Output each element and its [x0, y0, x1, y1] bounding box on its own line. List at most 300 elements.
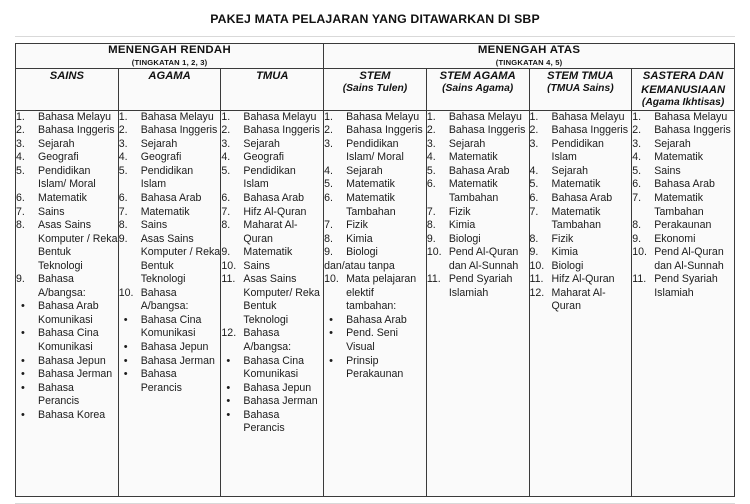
title-divider: [15, 36, 735, 37]
subject-item: [530, 138, 632, 165]
subject-number: 8.: [16, 219, 25, 232]
subject-item: [427, 273, 529, 300]
subject-bullet-item: [221, 395, 323, 409]
subject-label: Bahasa Jerman: [243, 395, 318, 408]
subject-item: [632, 151, 734, 165]
subject-bullet-item: [221, 409, 323, 436]
subject-label: Pendidikan Islam: [551, 137, 604, 164]
column-header-sublabel: (Sains Agama): [442, 82, 514, 94]
bullet-icon: •: [21, 300, 25, 313]
bullet-icon: •: [123, 340, 128, 353]
subject-item: [427, 111, 529, 125]
subject-label: Asas Sains Komputer / Reka Bentuk Teknologi: [38, 219, 118, 272]
subject-number: 2.: [529, 124, 539, 137]
bullet-icon: •: [329, 327, 333, 340]
group-header-menengah-atas: [324, 44, 735, 69]
subject-number: 8.: [426, 219, 436, 232]
subject-item: [632, 165, 734, 179]
column-header-row: [16, 68, 735, 110]
subject-label: Geografi: [140, 151, 182, 164]
subject-number: 7.: [221, 205, 231, 218]
subject-label: Sejarah: [140, 137, 178, 150]
subject-label: Bahasa Jepun: [140, 340, 209, 353]
subject-item: [221, 246, 323, 260]
subject-label: Bahasa Melayu: [346, 110, 420, 123]
page-title: PAKEJ MATA PELAJARAN YANG DITAWARKAN DI SBP: [210, 12, 540, 26]
subject-item: [324, 138, 426, 165]
subject-label: Biologi: [346, 246, 378, 259]
subject-label: Sejarah: [448, 137, 486, 150]
subject-number: 2.: [221, 124, 231, 137]
subject-item: [16, 165, 118, 192]
numbered-subject-list: [119, 111, 221, 314]
subject-number: 4.: [324, 164, 333, 177]
subject-item: [221, 206, 323, 220]
subject-label: Matematik: [140, 205, 190, 218]
subject-number: 10.: [632, 246, 647, 259]
subject-number: 12.: [529, 286, 545, 299]
subject-number: 6.: [324, 191, 333, 204]
subject-number: 4.: [632, 151, 642, 164]
subject-label: Sains: [654, 164, 681, 177]
subject-label: Fizik: [346, 219, 368, 232]
subject-label: Bahasa Arab: [140, 191, 202, 204]
subject-label: Bahasa Arab: [346, 313, 407, 326]
subject-label: Pendidikan Islam/ Moral: [346, 137, 404, 164]
subject-item: [632, 219, 734, 233]
column-header-label: AGAMA: [148, 69, 191, 82]
subject-number: 9.: [529, 246, 539, 259]
subject-bullet-item: [324, 314, 426, 328]
subject-item: [119, 151, 221, 165]
numbered-subject-list: [632, 111, 734, 301]
subject-item: [119, 206, 221, 220]
subject-cell-stem: [324, 110, 427, 496]
subject-cell-sains: [16, 110, 119, 496]
group-header-row: [16, 44, 735, 69]
subject-item: [632, 138, 734, 152]
subject-item: [427, 124, 529, 138]
subject-item: [16, 273, 118, 300]
numbered-subject-list: [221, 111, 323, 355]
subject-item: [16, 206, 118, 220]
subject-label: Bahasa Inggeris: [448, 124, 526, 137]
subject-item: [119, 233, 221, 287]
subject-number: 3.: [426, 137, 436, 150]
subject-label: Bahasa Perancis: [38, 381, 80, 408]
subject-item: [16, 192, 118, 206]
subject-number: 2.: [632, 124, 642, 137]
subject-number: 7.: [632, 191, 642, 204]
subject-bullet-item: [119, 355, 221, 369]
group-header-label: MENENGAH ATAS: [477, 44, 581, 56]
subject-item: [632, 246, 734, 273]
column-header-label: STEM TMUA: [547, 69, 614, 82]
subject-label: Bahasa Inggeris: [243, 124, 320, 137]
subject-number: 2.: [324, 124, 333, 137]
subject-item: [530, 260, 632, 274]
subject-item: [632, 124, 734, 138]
subject-item: [632, 233, 734, 247]
subject-label: Bahasa Melayu: [551, 110, 625, 123]
subject-label: Bahasa Cina Komunikasi: [140, 313, 202, 340]
subject-label: Sejarah: [38, 137, 75, 150]
subject-label: Pendidikan Islam: [243, 164, 296, 191]
group-header-menengah-rendah: [16, 44, 324, 69]
subject-label: Bahasa Jerman: [38, 368, 113, 381]
bulleted-subject-list: [221, 355, 323, 436]
subject-number: 7.: [324, 219, 333, 232]
bullet-icon: •: [329, 354, 333, 367]
subject-label: Geografi: [243, 151, 285, 164]
subject-label: Bahasa Jepun: [38, 354, 106, 367]
subject-number: 1.: [221, 110, 231, 123]
subject-item: [119, 192, 221, 206]
numbered-subject-list: [427, 111, 529, 301]
subject-label: Pend. Seni Visual: [346, 327, 398, 353]
subject-label: Bahasa Cina Komunikasi: [243, 354, 305, 381]
subject-number: 10.: [221, 259, 237, 272]
subject-cell-stem-agama: [426, 110, 529, 496]
subject-item: [427, 138, 529, 152]
subject-number: 2.: [426, 124, 436, 137]
subject-label: Bahasa Arab: [551, 191, 613, 204]
subject-label: Matematik: [448, 151, 498, 164]
subject-label: Matematik: [38, 191, 87, 204]
bullet-icon: •: [226, 381, 231, 394]
subject-number: 5.: [529, 178, 539, 191]
subject-number: 10.: [118, 286, 134, 299]
subject-item: [119, 124, 221, 138]
subject-number: 8.: [632, 219, 642, 232]
subject-item: [530, 178, 632, 192]
column-header-stem-tmua: [529, 68, 632, 110]
subject-label: Prinsip Perakaunan: [346, 354, 404, 381]
subject-number: 3.: [529, 137, 539, 150]
subject-number: 6.: [221, 191, 231, 204]
subject-item: [221, 260, 323, 274]
subject-item: [221, 151, 323, 165]
subject-label: Bahasa Inggeris: [38, 124, 115, 137]
column-header-label: TMUA: [256, 69, 289, 82]
subject-number: 6.: [632, 178, 642, 191]
bullet-icon: •: [123, 368, 128, 381]
bulleted-subject-list: [16, 300, 118, 422]
subject-item: [119, 111, 221, 125]
subject-item: [427, 219, 529, 233]
subject-item: [221, 273, 323, 327]
subject-label: Sejarah: [346, 164, 383, 177]
subject-item: [632, 192, 734, 219]
subject-number: 6.: [426, 178, 436, 191]
subject-item: [119, 165, 221, 192]
subject-item: [16, 111, 118, 125]
subject-number: 5.: [632, 164, 642, 177]
subject-label: Bahasa Cina Komunikasi: [38, 327, 99, 353]
subject-label: Kimia: [448, 219, 476, 232]
subject-label: Bahasa Melayu: [448, 110, 522, 123]
subject-label: Sains: [140, 219, 168, 232]
subject-label: Bahasa Jerman: [140, 354, 215, 367]
subject-number: 6.: [118, 191, 128, 204]
subject-number: 9.: [118, 232, 128, 245]
subject-cell-tmua: [221, 110, 324, 496]
subject-label: Pend Al-Quran dan Al-Sunnah: [654, 246, 724, 272]
column-header-sublabel: (Sains Tulen): [342, 82, 408, 94]
subject-number: 5.: [118, 164, 128, 177]
subject-label: Sejarah: [654, 137, 691, 150]
group-header-sublabel: (TINGKATAN 1, 2, 3): [131, 58, 208, 68]
subject-item: [16, 151, 118, 165]
subject-cell-agama: [118, 110, 221, 496]
subject-item: [530, 246, 632, 260]
subject-item: [324, 246, 426, 260]
subject-number: 1.: [426, 110, 436, 123]
subject-label: Pendidikan Islam/ Moral: [38, 164, 96, 191]
bullet-icon: •: [21, 381, 25, 394]
subject-label: Perakaunan: [654, 219, 712, 232]
subject-label: Hifz Al-Quran: [243, 205, 307, 218]
subject-number: 9.: [324, 246, 333, 259]
subject-number: 6.: [16, 191, 25, 204]
subject-number: 3.: [324, 137, 333, 150]
subject-number: 11.: [426, 273, 441, 286]
subject-number: 5.: [324, 178, 333, 191]
subject-number: 1.: [632, 110, 642, 123]
subject-number: 3.: [118, 137, 128, 150]
column-header-label: STEM AGAMA: [439, 69, 516, 82]
subject-number: 11.: [529, 273, 544, 286]
subject-number: 1.: [118, 110, 128, 123]
subject-cell-stem-tmua: [529, 110, 632, 496]
subject-item: [427, 246, 529, 273]
subject-label: Pend Al-Quran dan Al-Sunnah: [448, 246, 519, 272]
subject-item: [324, 124, 426, 138]
subject-label: Matematik Tambahan: [346, 191, 396, 218]
subject-number: 10.: [529, 259, 545, 272]
subject-item: [16, 219, 118, 273]
subject-bullet-item: [119, 368, 221, 395]
subject-label: Bahasa Arab: [654, 178, 715, 191]
bulleted-subject-list: [324, 314, 426, 382]
column-header-stem-agama: [426, 68, 529, 110]
column-header-tmua: [221, 68, 324, 110]
subject-number: 7.: [118, 205, 128, 218]
subject-number: 4.: [529, 164, 539, 177]
subject-item: [16, 124, 118, 138]
subject-label: Ekonomi: [654, 232, 696, 245]
subject-item: [427, 233, 529, 247]
subject-number: 8.: [221, 219, 231, 232]
subject-label: Matematik Tambahan: [448, 178, 499, 204]
column-header-agama: [118, 68, 221, 110]
subject-number: 10.: [426, 246, 442, 259]
subject-number: 5.: [426, 164, 436, 177]
subject-item: [221, 124, 323, 138]
column-header-sublabel: (TMUA Sains): [547, 82, 614, 94]
subject-item: [530, 233, 632, 247]
subject-label: Bahasa Melayu: [140, 110, 214, 123]
subject-label: Bahasa Melayu: [243, 110, 317, 123]
subject-bullet-item: [119, 314, 221, 341]
subject-label: Sejarah: [551, 164, 589, 177]
subject-bullet-item: [16, 327, 118, 354]
subject-item: [221, 111, 323, 125]
subject-item: [119, 219, 221, 233]
group-header-label: MENENGAH RENDAH: [108, 44, 231, 56]
subject-bullet-item: [221, 355, 323, 382]
subject-number: 5.: [16, 164, 25, 177]
subject-number: 4.: [16, 151, 25, 164]
numbered-subject-list: [324, 273, 426, 314]
bullet-icon: •: [123, 354, 128, 367]
subject-label: Bahasa Arab: [448, 164, 510, 177]
subject-item: [632, 273, 734, 300]
subject-label: Pend Syariah Islamiah: [654, 273, 718, 299]
subject-label: Asas Sains Komputer / Reka Bentuk Teknologi: [140, 232, 221, 286]
subject-number: 9.: [16, 273, 25, 286]
subject-bullet-item: [16, 368, 118, 382]
subject-item: [221, 165, 323, 192]
subject-number: 4.: [118, 151, 128, 164]
numbered-subject-list: [16, 111, 118, 301]
subject-number: 7.: [426, 205, 436, 218]
subject-bullet-item: [324, 355, 426, 382]
subject-item: [324, 273, 426, 314]
subject-number: 9.: [426, 232, 436, 245]
subject-item: [221, 219, 323, 246]
subject-item: [427, 151, 529, 165]
subject-label: Fizik: [448, 205, 471, 218]
subject-label: Bahasa Perancis: [243, 408, 285, 435]
bullet-icon: •: [21, 408, 25, 421]
subject-label: Maharat Al-Quran: [243, 219, 298, 245]
subject-item: [221, 327, 323, 354]
subject-label: Bahasa Melayu: [38, 110, 112, 123]
subject-item: [427, 165, 529, 179]
subject-label: Maharat Al-Quran: [551, 286, 606, 313]
subject-label: Kimia: [551, 246, 579, 259]
subject-item: [530, 192, 632, 206]
subject-label: Biologi: [448, 232, 481, 245]
subject-number: 11.: [221, 273, 236, 286]
subject-item: [530, 273, 632, 287]
subject-label: Pendidikan Islam: [140, 164, 194, 191]
subject-number: 4.: [426, 151, 436, 164]
subject-item: [221, 192, 323, 206]
bullet-icon: •: [226, 408, 231, 421]
subject-number: 6.: [529, 191, 539, 204]
subject-label: Geografi: [38, 151, 79, 164]
subject-label: Asas Sains Komputer/ Reka Bentuk Teknologi: [243, 273, 320, 326]
subject-item: [530, 124, 632, 138]
bulleted-subject-list: [119, 314, 221, 395]
subject-number: 3.: [221, 137, 231, 150]
subject-item: [530, 287, 632, 314]
subject-item: [119, 287, 221, 314]
subject-list-row: [16, 110, 735, 496]
subject-note: dan/atau tanpa: [324, 259, 395, 272]
subject-label: Matematik Tambahan: [654, 191, 704, 218]
subject-label: Matematik: [551, 178, 601, 191]
column-header-sains: [16, 68, 119, 110]
subject-item: [324, 111, 426, 125]
subject-label: Sains: [38, 205, 65, 218]
numbered-subject-list: [324, 111, 426, 260]
subject-label: Bahasa Arab: [243, 191, 305, 204]
bullet-icon: •: [21, 354, 25, 367]
subject-label: Bahasa A/bangsa:: [140, 286, 189, 313]
subject-number: 8.: [529, 232, 539, 245]
subject-label: Bahasa Perancis: [140, 368, 182, 394]
bullet-icon: •: [123, 313, 128, 326]
subject-number: 5.: [221, 164, 231, 177]
subject-item: [530, 111, 632, 125]
bullet-icon: •: [226, 354, 231, 367]
subject-number: 2.: [16, 124, 25, 137]
subject-label: Bahasa Inggeris: [346, 124, 423, 137]
subject-label: Pend Syariah Islamiah: [448, 273, 513, 299]
subject-label: Bahasa A/bangsa:: [243, 327, 292, 353]
subject-label: Hifz Al-Quran: [551, 273, 615, 286]
column-header-label: SASTERA DAN KEMANUSIAAN: [641, 69, 726, 96]
subject-bullet-item: [16, 300, 118, 327]
subject-label: Mata pelajaran elektif tambahan:: [346, 273, 417, 313]
column-header-label: SAINS: [49, 69, 84, 82]
subject-item: [221, 138, 323, 152]
subject-number: 1.: [324, 110, 333, 123]
bullet-icon: •: [21, 368, 25, 381]
subject-item: [530, 206, 632, 233]
subject-item: [16, 138, 118, 152]
subject-label: Bahasa Arab Komunikasi: [38, 300, 99, 326]
bullet-icon: •: [226, 395, 231, 408]
subject-label: Biologi: [551, 259, 584, 272]
subject-label: Sains: [243, 259, 270, 272]
column-header-label: STEM: [359, 69, 391, 82]
subject-item: [427, 178, 529, 205]
subject-number: 8.: [324, 232, 333, 245]
subject-label: Bahasa Inggeris: [551, 124, 629, 137]
subject-number: 1.: [16, 110, 25, 123]
subject-label: Matematik Tambahan: [551, 205, 601, 232]
subject-label: Fizik: [551, 232, 574, 245]
subject-item: [324, 192, 426, 219]
subject-label: Bahasa A/bangsa:: [38, 273, 86, 299]
subject-package-table: [15, 43, 735, 497]
subject-number: 1.: [529, 110, 539, 123]
subject-number: 4.: [221, 151, 231, 164]
column-header-sublabel: (Agama Ikhtisas): [641, 96, 725, 108]
subject-item: [427, 206, 529, 220]
subject-number: 3.: [632, 137, 642, 150]
subject-label: Matematik: [346, 178, 395, 191]
subject-bullet-item: [119, 341, 221, 355]
subject-number: 8.: [118, 219, 128, 232]
subject-label: Matematik: [654, 151, 704, 164]
subject-bullet-item: [221, 382, 323, 396]
subject-item: [324, 233, 426, 247]
subject-bullet-item: [16, 409, 118, 423]
subject-number: 11.: [632, 273, 647, 286]
column-header-sastera-dan-kemanusiaan: [632, 68, 735, 110]
subject-label: Kimia: [346, 232, 373, 245]
subject-label: Bahasa Inggeris: [654, 124, 731, 137]
subject-number: 9.: [221, 246, 231, 259]
subject-number: 7.: [529, 205, 539, 218]
subject-cell-sastera-dan-kemanusiaan: [632, 110, 735, 496]
subject-bullet-item: [16, 382, 118, 409]
